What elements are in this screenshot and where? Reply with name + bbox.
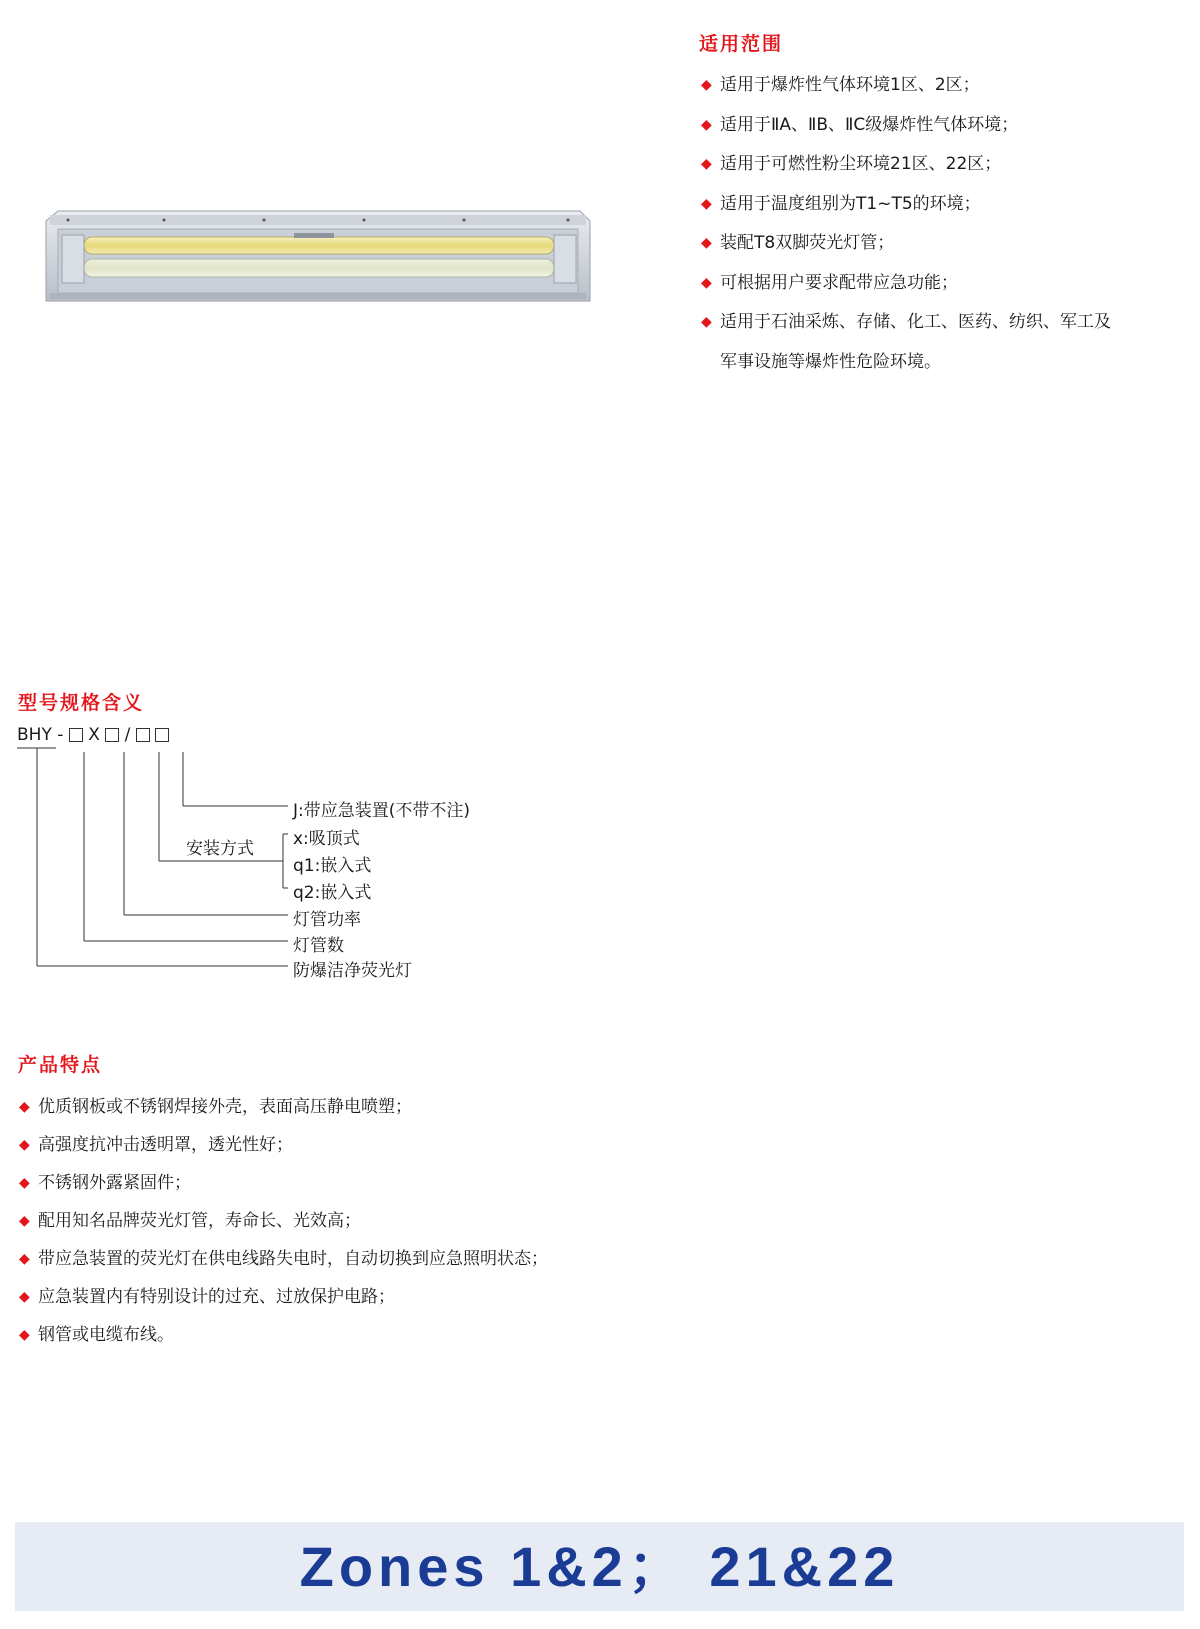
scope-heading: 适用范围 <box>699 33 784 55</box>
red-diamond-icon: ◆ <box>19 1251 30 1267</box>
scope-list <box>701 66 1111 382</box>
label-emergency: J:带应急装置(不带不注) <box>293 801 471 821</box>
red-diamond-icon: ◆ <box>701 314 712 330</box>
features-heading: 产品特点 <box>18 1054 103 1076</box>
features-list <box>19 1088 548 1354</box>
red-diamond-icon: ◆ <box>19 1137 30 1153</box>
label-name: 防爆洁净荧光灯 <box>293 961 412 981</box>
model-diagram-lines <box>0 740 300 980</box>
red-diamond-icon: ◆ <box>19 1175 30 1191</box>
list-item: ◆ 适用于爆炸性气体环境1区、2区； <box>701 66 1111 106</box>
list-item: ◆ 带应急装置的荧光灯在供电线路失电时，自动切换到应急照明状态； <box>19 1240 548 1278</box>
list-item: ◆ 适用于ⅡA、ⅡB、ⅡC级爆炸性气体环境； <box>701 106 1111 146</box>
label-option-x: x:吸顶式 <box>293 829 360 849</box>
red-diamond-icon: ◆ <box>701 156 712 172</box>
label-power: 灯管功率 <box>293 910 361 930</box>
fluorescent-fixture-illustration <box>44 207 592 305</box>
product-image <box>44 207 592 305</box>
label-option-q1: q1:嵌入式 <box>293 856 372 876</box>
list-item: ◆ 装配T8双脚荧光灯管； <box>701 224 1111 264</box>
red-diamond-icon: ◆ <box>701 77 712 93</box>
model-code: BHY - X / <box>17 725 169 745</box>
list-item-continuation: 军事设施等爆炸性危险环境。 <box>720 351 941 372</box>
red-diamond-icon: ◆ <box>19 1289 30 1305</box>
label-option-q2: q2:嵌入式 <box>293 883 372 903</box>
zones-banner-text: Zones 1&2； 21&22 <box>299 1535 900 1598</box>
list-item: ◆ 高强度抗冲击透明罩，透光性好； <box>19 1126 548 1164</box>
list-item: ◆ 优质钢板或不锈钢焊接外壳，表面高压静电喷塑； <box>19 1088 548 1126</box>
red-diamond-icon: ◆ <box>701 235 712 251</box>
model-prefix: BHY <box>17 725 52 745</box>
red-diamond-icon: ◆ <box>19 1213 30 1229</box>
red-diamond-icon: ◆ <box>19 1099 30 1115</box>
red-diamond-icon: ◆ <box>701 116 712 133</box>
list-item: ◆ 不锈钢外露紧固件； <box>19 1164 548 1202</box>
label-install-method: 安装方式 <box>186 839 254 859</box>
list-item: ◆ 应急装置内有特别设计的过充、过放保护电路； <box>19 1278 548 1316</box>
red-diamond-icon: ◆ <box>701 274 712 291</box>
list-item: ◆ 钢管或电缆布线。 <box>19 1316 548 1354</box>
model-heading: 型号规格含义 <box>18 692 145 714</box>
red-diamond-icon: ◆ <box>701 195 712 212</box>
red-diamond-icon: ◆ <box>19 1327 30 1343</box>
list-item: ◆ 适用于石油采炼、存储、化工、医药、纺织、军工及 军事设施等爆炸性危险环境。 <box>701 303 1111 382</box>
label-count: 灯管数 <box>293 936 344 956</box>
list-item: ◆ 适用于温度组别为T1~T5的环境； <box>701 185 1111 225</box>
list-item: ◆ 配用知名品牌荧光灯管，寿命长、光效高； <box>19 1202 548 1240</box>
zones-banner <box>15 1522 1184 1611</box>
list-item: ◆ 适用于可燃性粉尘环境21区、22区； <box>701 145 1111 185</box>
list-item: ◆ 可根据用户要求配带应急功能； <box>701 264 1111 304</box>
